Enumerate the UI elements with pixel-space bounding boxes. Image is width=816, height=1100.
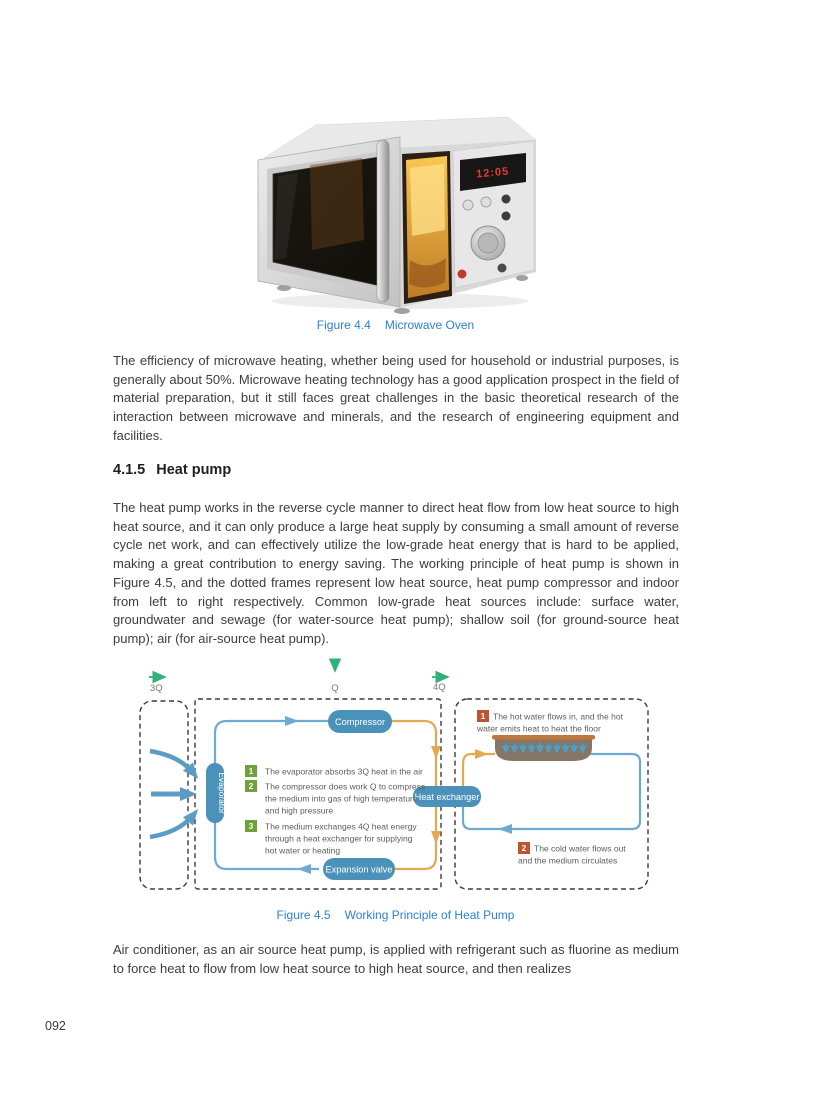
section-number: 4.1.5 — [113, 462, 146, 478]
figure-4-5-label: Figure 4.5 — [276, 908, 331, 922]
evaporator-node — [206, 763, 227, 823]
cycle-step-1 — [245, 765, 423, 777]
panel-knob — [502, 195, 511, 204]
window-glow — [310, 158, 364, 250]
indoor-step-1-badge: 1 — [480, 712, 486, 721]
paragraph-air-conditioner: Air conditioner, as an air source heat pump, is applied with refrigerant such as fluorine as medium to force heat to flow from low heat source to high heat source, and then realizes — [113, 942, 679, 976]
cavity-light — [410, 164, 445, 236]
paragraph-heat-pump-intro: The heat pump works in the reverse cycle manner to direct heat flow from low heat source to high heat source, and it can only produce a large heat supply by consuming a small amount of reverse cycle net work, and can effectively utilize the low-grade heat energy that is hard to be applied, making a great contribution to energy saving. The working principle of heat pump is shown in Figure 4.5, and the dotted frames represent low heat source, heat pump compressor and indoor from left to right respectively. Common low-grade heat sources include: surface water, groundwater and sewage (for water-source heat pump); shallow soil (for ground-source heat pump); air (for air-source heat pump). — [113, 500, 679, 646]
heat-output-arrow-4q — [432, 677, 448, 693]
step-2-text: and high pressure — [265, 805, 334, 816]
figure-4-5-caption — [113, 908, 678, 922]
work-input-arrow-q — [331, 661, 338, 694]
indoor-step-2-text: and the medium circulates — [518, 855, 618, 866]
step-3-badge: 3 — [248, 822, 254, 831]
figure-4-5-title: Working Principle of Heat Pump — [344, 908, 515, 922]
indoor-step-2-badge: 2 — [521, 844, 527, 853]
floor-surface — [492, 735, 595, 740]
label-q: Q — [331, 683, 339, 694]
step-3-text: The medium exchanges 4Q heat energy — [265, 821, 417, 832]
step-3-text: through a heat exchanger for supplying — [265, 833, 413, 844]
heated-floor — [492, 735, 595, 761]
indoor-step-1-text: water emits heat to heat the floor — [477, 723, 601, 734]
indoor-step-1 — [476, 710, 624, 734]
door-handle — [377, 140, 389, 302]
paragraph-microwave-efficiency: The efficiency of microwave heating, whether being used for household or industrial purposes, is generally about 50%. Microwave heating technology has a good application prospect in the field of material preparation, but it still faces great challenges in the basic theoretical research of the interaction between microwave and minerals, and the research of engineering equipment and facilities. — [113, 353, 679, 443]
oven-foot — [394, 308, 410, 314]
figure-4-4-title: Microwave Oven — [384, 318, 475, 332]
heat-input-arrow-3q — [149, 677, 165, 694]
figure-4-4-caption — [113, 318, 678, 332]
start-button — [458, 270, 467, 279]
panel-knob — [481, 197, 491, 207]
indoor-step-2 — [518, 842, 626, 866]
microwave-oven-image — [250, 110, 542, 315]
step-1-badge: 1 — [248, 767, 254, 776]
figure-4-4-label: Figure 4.4 — [316, 318, 371, 332]
display-time: 12:05 — [475, 165, 510, 181]
compressor-node — [328, 710, 392, 733]
step-1-text: The evaporator absorbs 3Q heat in the air — [265, 766, 423, 777]
evaporator-label: Evaporator — [217, 772, 227, 814]
step-2-text: the medium into gas of high temperature — [265, 793, 418, 804]
step-3-text: hot water or heating — [265, 845, 341, 856]
label-3q: 3Q — [150, 683, 163, 694]
panel-knob — [498, 264, 507, 273]
indoor-water-loop — [463, 749, 640, 834]
indoor-step-2-text: The cold water flows out — [534, 843, 626, 854]
heat-exchanger-label: Heat exchanger — [414, 792, 480, 802]
expansion-valve-label: Expansion valve — [325, 864, 393, 875]
label-4q: 4Q — [433, 682, 446, 693]
cycle-step-2 — [245, 780, 425, 816]
panel-knob — [463, 200, 473, 210]
oven-foot — [277, 285, 291, 291]
oven-foot — [516, 275, 528, 281]
step-2-badge: 2 — [248, 782, 254, 791]
expansion-valve-node — [323, 858, 395, 880]
section-title: Heat pump — [156, 462, 232, 478]
section-heading-4-1-5 — [113, 462, 231, 478]
panel-knob — [502, 212, 511, 221]
heat-pump-diagram — [135, 656, 660, 901]
oven-door — [258, 137, 400, 307]
microwave-oven-illustration — [250, 110, 542, 315]
compressor-label: Compressor — [334, 717, 386, 727]
indoor-step-1-text: The hot water flows in, and the hot — [493, 711, 623, 722]
step-2-text: The compressor does work Q to compress — [265, 781, 426, 792]
page-number: 092 — [45, 1019, 66, 1033]
heat-pump-diagram-svg — [135, 656, 660, 901]
rotary-dial-cap — [478, 233, 498, 253]
cycle-step-3 — [245, 820, 417, 856]
